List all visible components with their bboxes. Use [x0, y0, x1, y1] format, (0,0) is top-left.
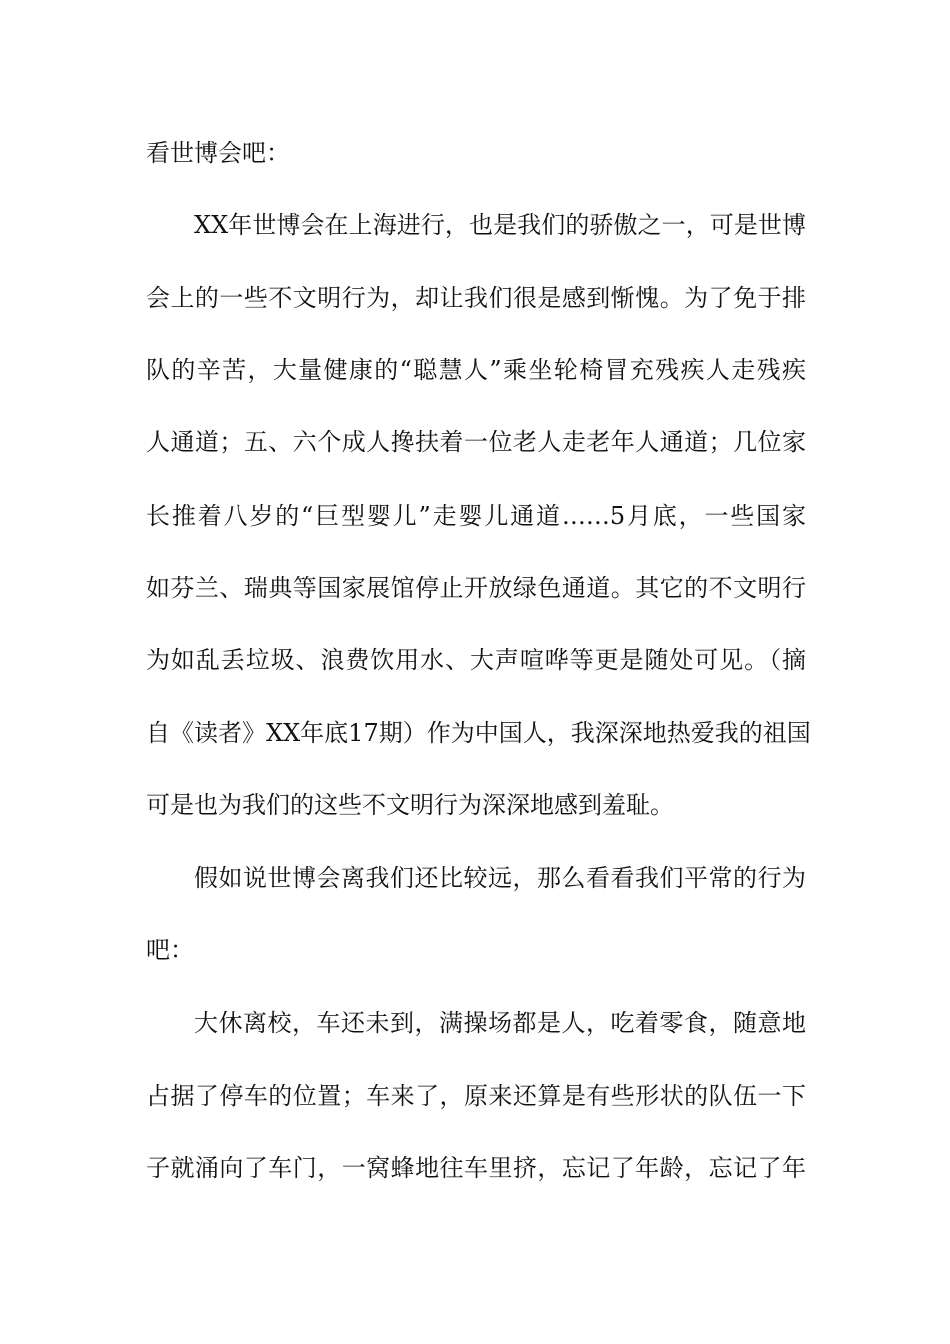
text-line: 看世博会吧：: [146, 139, 290, 167]
text-line: 人通道；五、六个成人搀扶着一位老人走老年人通道；几位家: [146, 428, 806, 456]
text-line: 占据了停车的位置；车来了，原来还算是有些形状的队伍一下: [146, 1082, 806, 1110]
paragraph-first-line: 假如说世博会离我们还比较远，那么看看我们平常的行为: [194, 864, 806, 892]
paragraph-first-line: 大休离校，车还未到，满操场都是人，吃着零食，随意地: [194, 1009, 806, 1037]
text-line: 可是也为我们的这些不文明行为深深地感到羞耻。: [146, 791, 674, 819]
paragraph-first-line: XX年世博会在上海进行，也是我们的骄傲之一，可是世博: [194, 211, 806, 239]
text-line: 会上的一些不文明行为，却让我们很是感到惭愧。为了免于排: [146, 284, 806, 312]
text-line: 子就涌向了车门，一窝蜂地往车里挤，忘记了年龄，忘记了年: [146, 1154, 806, 1182]
text-line: 长推着八岁的“巨型婴儿”走婴儿通道……5月底，一些国家: [146, 502, 806, 530]
text-line: 为如乱丢垃圾、浪费饮用水、大声喧哗等更是随处可见。（摘: [146, 646, 806, 674]
text-line: 队的辛苦，大量健康的“聪慧人”乘坐轮椅冒充残疾人走残疾: [146, 356, 806, 384]
text-line: 如芬兰、瑞典等国家展馆停止开放绿色通道。其它的不文明行: [146, 574, 806, 602]
text-line: 自《读者》XX年底17期）作为中国人，我深深地热爱我的祖国: [146, 719, 811, 747]
text-line: 吧：: [146, 936, 194, 964]
